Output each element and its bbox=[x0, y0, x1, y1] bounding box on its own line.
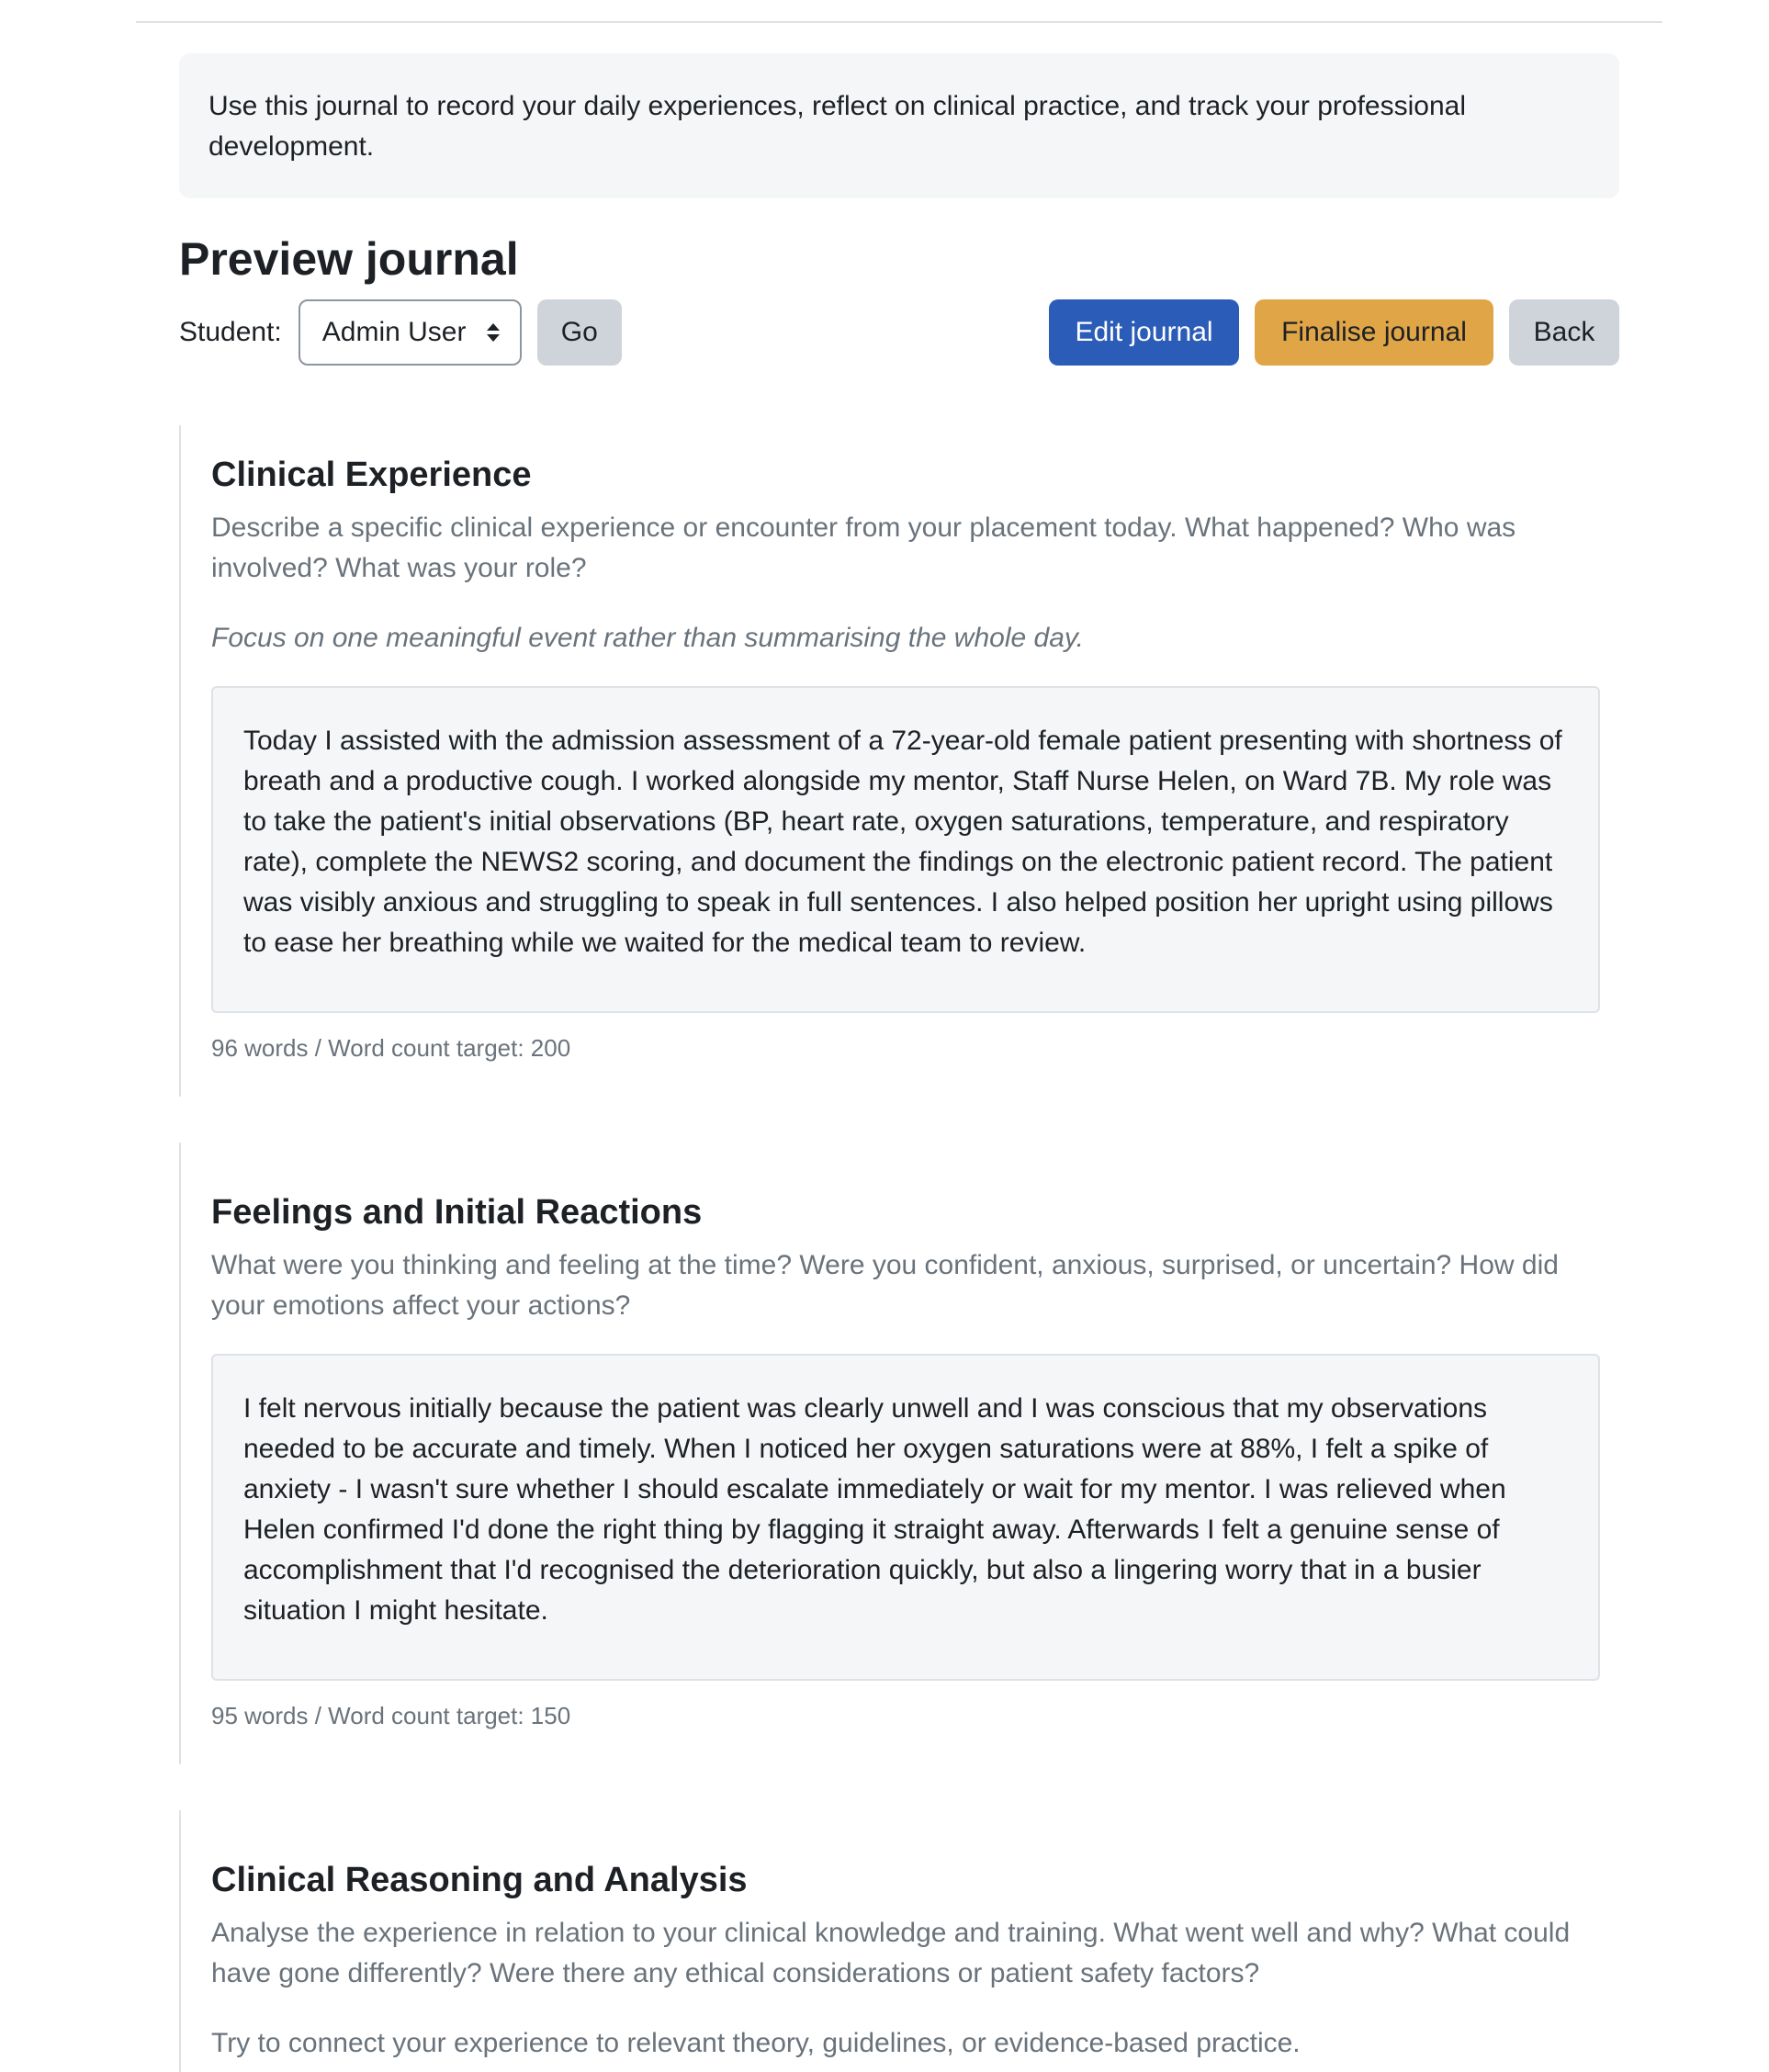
section-title: Clinical Experience bbox=[211, 456, 532, 494]
student-selector-group bbox=[179, 299, 622, 366]
student-select-value: Admin User bbox=[321, 317, 467, 347]
student-label: Student: bbox=[179, 317, 282, 347]
response-box bbox=[211, 686, 1600, 1013]
section-description: Describe a specific clinical experience or encounter from your placement today. What happened? Who was involved? What was your role? bbox=[211, 512, 1516, 583]
section-description: What were you thinking and feeling at the time? Were you confident, anxious, surprised, or uncertain? How did your emotions affect your actions? bbox=[211, 1250, 1559, 1321]
word-count: 96 words / Word count target: 200 bbox=[211, 1034, 571, 1062]
word-count: 95 words / Word count target: 150 bbox=[211, 1702, 571, 1729]
section-title: Clinical Reasoning and Analysis bbox=[211, 1861, 748, 1899]
action-buttons bbox=[1049, 299, 1619, 366]
journal-section-feelings bbox=[179, 1143, 1619, 1764]
back-button[interactable]: Back bbox=[1509, 299, 1619, 366]
response-text: Today I assisted with the admission assessment of a 72-year-old female patient presenting with shortness of breath and a productive cough. I worked alongside my mentor, Staff Nurse Helen, on Ward 7B. My role was to take the patient's initial observations (BP, heart rate, oxygen saturations, temperature, and respiratory rate), complete the NEWS2 scoring, and document the findings on the electronic patient record. The patient was visibly anxious and struggling to speak in full sentences. I also helped position her upright using pillows to ease her breathing while we waited for the medical team to review. bbox=[243, 726, 1562, 958]
page-title: Preview journal bbox=[179, 233, 519, 285]
go-button[interactable]: Go bbox=[537, 299, 622, 366]
toolbar bbox=[179, 299, 1619, 366]
intro-box bbox=[179, 53, 1619, 198]
header-divider bbox=[136, 21, 1662, 23]
intro-text: Use this journal to record your daily experiences, reflect on clinical practice, and track your professional development. bbox=[208, 91, 1466, 162]
student-select[interactable] bbox=[299, 299, 522, 366]
main-content bbox=[179, 53, 1619, 2072]
section-description: Analyse the experience in relation to your clinical knowledge and training. What went well and why? What could have gone differently? Were there any ethical considerations or patient safety factors? bbox=[211, 1918, 1571, 1988]
section-hint: Try to connect your experience to relevant theory, guidelines, or evidence-based practice. bbox=[211, 2028, 1301, 2058]
response-box bbox=[211, 1354, 1600, 1681]
section-title: Feelings and Initial Reactions bbox=[211, 1193, 703, 1232]
finalise-journal-button[interactable]: Finalise journal bbox=[1255, 299, 1493, 366]
select-arrows-icon bbox=[487, 323, 500, 342]
journal-section-clinical-experience bbox=[179, 425, 1619, 1097]
edit-journal-button[interactable]: Edit journal bbox=[1049, 299, 1239, 366]
section-hint: Focus on one meaningful event rather than summarising the whole day. bbox=[211, 623, 1084, 653]
journal-section-clinical-reasoning bbox=[179, 1810, 1619, 2072]
response-text: I felt nervous initially because the patient was clearly unwell and I was conscious that my observations needed to be accurate and timely. When I noticed her oxygen saturations were at 88%, I felt a spike of anxiety - I wasn't sure whether I should escalate immediately or wait for my mentor. I was relieved when Helen confirmed I'd done the right thing by flagging it straight away. Afterwards I felt a genuine sense of accomplishment that I'd recognised the deterioration quickly, but also a lingering worry that in a busier situation I might hesitate. bbox=[243, 1393, 1506, 1626]
